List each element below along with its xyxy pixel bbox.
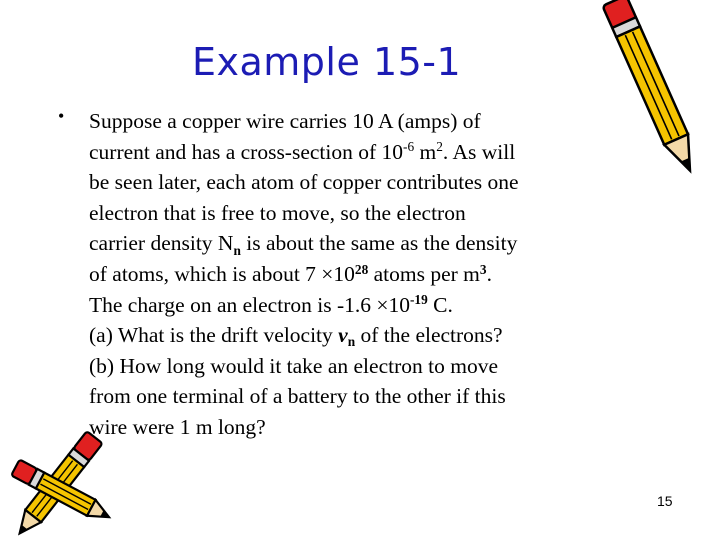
text-segment: of atoms, which is about 7 ×10 [89,261,355,286]
text-line-7 [89,290,669,321]
text-segment: C. [427,292,453,317]
text-segment: . [486,261,492,286]
text-segment: atoms per m [368,261,480,286]
text-segment: m [414,139,437,164]
superscript: 3 [479,261,487,277]
bullet-marker: • [58,106,65,126]
text-line-5 [89,228,669,259]
velocity-variable: v [338,323,348,348]
superscript: 2 [436,139,443,155]
text-segment: carrier density N [89,231,234,256]
text-segment: (a) What is the drift velocity [89,323,339,348]
slide-title: Example 15-1 [192,40,462,84]
text-line-2 [89,137,669,168]
text-line-9: (b) How long would it take an electron to move [89,353,498,378]
text-line-6 [89,259,669,290]
text-line-1: Suppose a copper wire carries 10 A (amps) of [89,109,481,133]
text-segment: is about the same as the density [240,231,518,256]
text-segment: . As will [442,139,516,164]
superscript: -6 [403,139,415,155]
subscript: n [233,242,241,258]
text-line-8 [89,320,669,351]
page-number: 15 [657,493,673,509]
text-line-11: wire were 1 m long? [89,414,266,439]
crossed-pencils-icon [0,430,120,540]
text-line-4: electron that is free to move, so the electron [89,200,466,225]
text-segment: current and has a cross-section of 10 [89,139,404,164]
text-line-10: from one terminal of a battery to the other if this [89,384,506,409]
text-segment: of the electrons? [355,323,503,348]
text-segment: The charge on an electron is -1.6 ×10 [89,292,410,317]
problem-statement [89,106,669,443]
superscript: -19 [409,292,428,308]
superscript: 28 [354,261,369,277]
text-line-3: be seen later, each atom of copper contributes one [89,170,519,195]
subscript: n [347,334,356,350]
